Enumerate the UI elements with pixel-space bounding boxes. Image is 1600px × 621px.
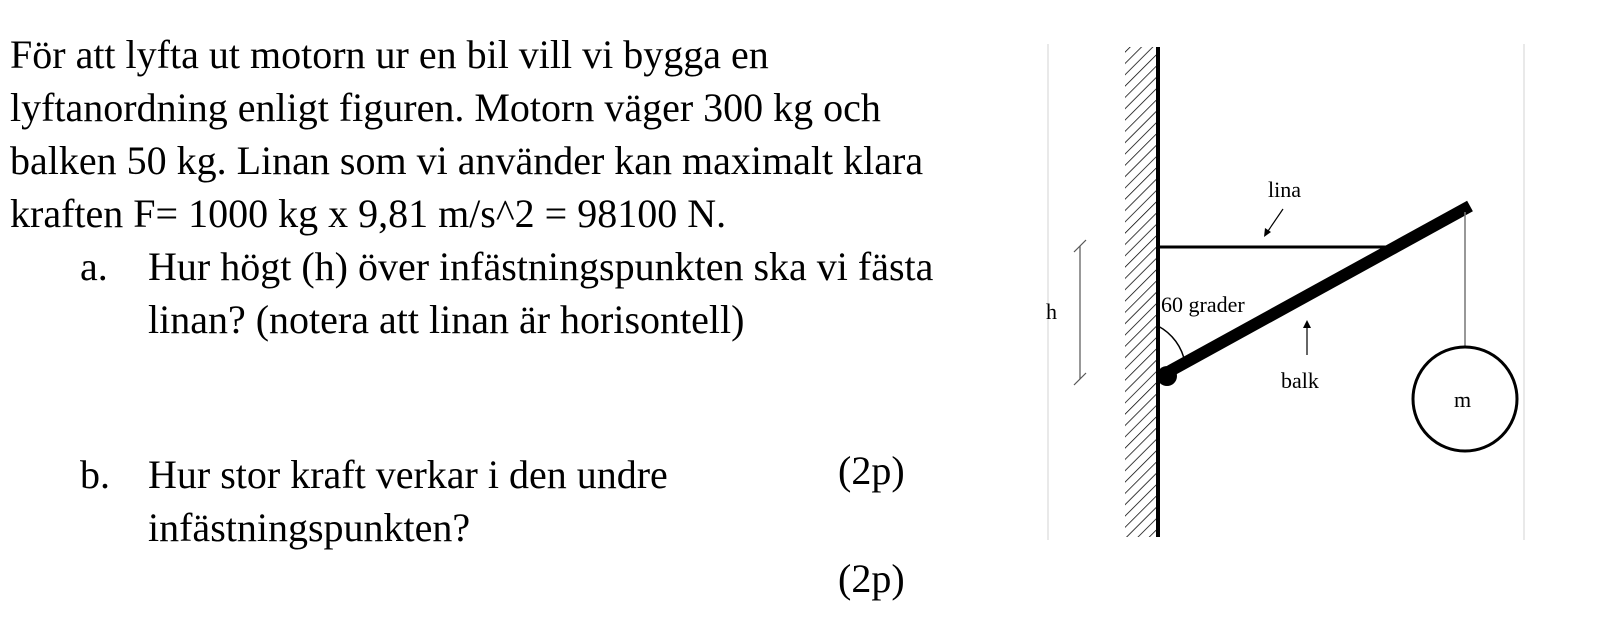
question-b-text: Hur stor kraft verkar i den undre infästningspunkten? — [148, 452, 668, 550]
beam — [1170, 206, 1470, 371]
question-b-points: (2p) — [838, 556, 905, 601]
angle-label: 60 grader — [1161, 292, 1245, 317]
angle-arc — [1158, 326, 1185, 363]
rope-label: lina — [1268, 177, 1301, 202]
question-a-points: (2p) — [838, 448, 905, 493]
rope-pointer-arrow — [1266, 209, 1283, 234]
question-a-text: Hur högt (h) över infästningspunkten ska vi fästa linan? (notera att linan är horisontell) — [148, 244, 934, 342]
rope-pointer-arrowhead — [1264, 228, 1271, 237]
height-label: h — [1046, 299, 1057, 324]
question-a-marker: a. — [80, 244, 108, 289]
question-b-marker: b. — [80, 452, 110, 497]
beam-label: balk — [1281, 368, 1319, 393]
wall-hatching — [1125, 47, 1157, 537]
beam-pivot — [1157, 366, 1177, 386]
mass-label: m — [1454, 387, 1472, 412]
problem-intro: För att lyfta ut motorn ur en bil vill vi bygga en lyftanordning enligt figuren. Motorn väger 300 kg och balken 50 kg. Linan som vi använder kan maximalt klara kraften F= 1000 kg x 9,81 m/s^2 = 98100 N. — [10, 32, 924, 236]
beam-pointer-arrowhead — [1303, 320, 1311, 328]
